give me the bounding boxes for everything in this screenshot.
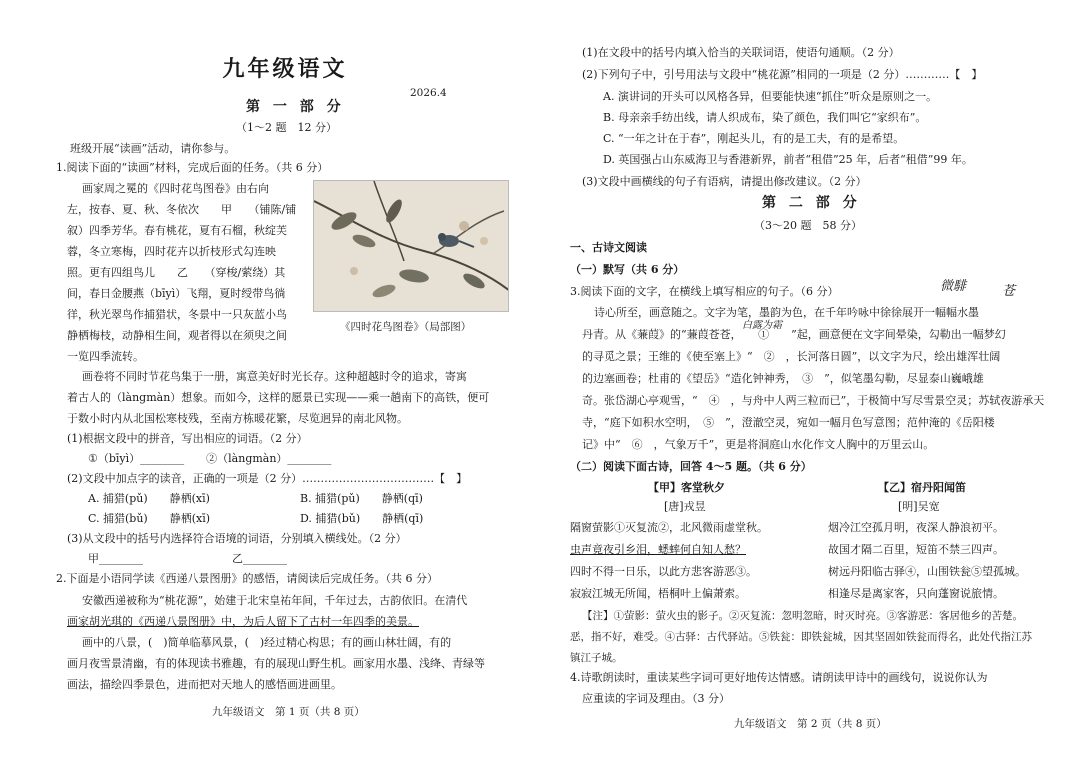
part-one-sub: （1～2 题 12 分） [236, 121, 337, 134]
passage-line: 着古人的（làngmàn）想象。而如今，这样的愿景已实现——乘一趟南下的高铁，便可 [67, 391, 490, 404]
passage-line: 左，按春、夏、秋、冬依次 甲 （铺陈/铺 [67, 203, 297, 216]
question-3: 3.阅读下面的文字，在横线上填写相应的句子。（6 分） [570, 285, 839, 298]
question-2-3: (3)文段中画横线的句子有语病，请提出修改建议。（2 分） [582, 175, 867, 188]
question-2-2: (2)下列句子中，引号用法与文段中“桃花源”相同的一项是（2 分）…………【 】 [582, 68, 983, 81]
poem-a-author: [唐]戎昱 [664, 500, 706, 513]
page-footer: 九年级语文 第 2 页（共 8 页） [734, 718, 887, 730]
poem-a-line-underlined: 虫声竟夜引乡泪，蟋蟀何自知人愁？ [570, 543, 746, 556]
passage-line: 奇。张岱湖心亭观雪，“ ④ ，与舟中人两三粒而已”，于极简中写尽雪景空灵；苏轼夜游承天 [582, 394, 1045, 407]
part-two-sub: （3～20 题 58 分） [754, 219, 862, 232]
poem-b-line: 相逢尽是离家客，只向蓬窗说旅情。 [828, 587, 1004, 600]
passage-line: 叙）四季芳华。春有桃花，夏有石榴，秋绽芙 [67, 224, 287, 237]
passage-line: 画月夜雪景清幽，有的体现读书雅趣，有的展现山野生机。画家用水墨、浅绛、青绿等 [67, 657, 485, 670]
passage-line: 丹青。从《蒹葭》的“蒹葭苍苍， ① ”起，画意便在文字间晕染，勾勒出一幅梦幻 [582, 328, 1006, 341]
poem-b-line: 故国才隔二百里，短笛不禁三四声。 [828, 543, 1004, 556]
question-4-cont: 应重读的字词及理由。（3 分） [582, 692, 730, 705]
passage-line: 静栖梅枝，动静相生间，观者得以在须臾之间 [67, 329, 287, 342]
passage-line: 徉，秋光翠鸟作捕猎状，冬景中一只灰蓝小鸟 [67, 308, 287, 321]
passage-line: 画中的八景，( )简单临摹风景，( )经过精心构思；有的画山林壮阔，有的 [82, 636, 452, 649]
handwritten-note: 苍 [1002, 284, 1016, 299]
answer-blank-yi[interactable]: 乙________ [232, 552, 287, 565]
passage-line-underlined: 画家胡光琪的《西递八景图册》中，为后人留下了古村一年四季的美景。 [67, 615, 419, 628]
subsection-heading: （一）默写（共 6 分） [570, 263, 685, 276]
passage-line: 记》中“ ⑥ ，气象万千”，更是将洞庭山水化作文人胸中的万里云山。 [582, 438, 935, 451]
passage-line: 的寻觅之景；王维的《使至塞上》“ ② ，长河落日圆”，以文字为尺，绘出雄浑壮阔 [582, 350, 1001, 363]
option-b[interactable]: B. 捕猎(pǔ) 静栖(qī) [300, 492, 423, 505]
passage-line: 画家周之冕的《四时花鸟图卷》由右向 [82, 182, 269, 195]
passage-line: 诗心所至，画意随之。文字为笔，墨韵为色，在千年吟咏中徐徐展开一幅幅水墨 [594, 306, 979, 319]
answer-blanks-1-1[interactable]: ①（bīyì）________ ②（làngmàn）________ [88, 452, 332, 465]
option-b[interactable]: B. 母亲亲手纺出线，请人织成布，染了颜色，我们叫它“家织布”。 [603, 111, 927, 124]
passage-line: 照。更有四组鸟儿 乙 （穿梭/萦绕）其 [67, 266, 286, 279]
flower-bird-painting [313, 180, 509, 312]
poem-b-line: 树远丹阳临古驿④，山围铁瓮⑤望孤城。 [828, 565, 1026, 578]
passage-line: 寺，“庭下如积水空明， ⑤ ”，澄澈空灵，宛如一幅月色写意图；范仲淹的《岳阳楼 [582, 416, 995, 429]
handwritten-note: 微騑 [940, 279, 967, 294]
poem-b-line: 烟冷江空孤月明，夜深人静浪初平。 [828, 521, 1004, 534]
poem-a-title: 【甲】客堂秋夕 [648, 481, 725, 494]
option-d[interactable]: D. 英国强占山东威海卫与香港新界，前者“租借”25 年，后者“租借”99 年。 [603, 153, 973, 166]
page-footer: 九年级语文 第 1 页（共 8 页） [212, 706, 365, 718]
passage-line: 画卷将不同时节花鸟集于一册，寓意美好时光长存。这种超越时令的追求，寄寓 [82, 370, 467, 383]
poem-notes: 【注】①萤影：萤火虫的影子。②灭复流：忽明忽暗，时灭时亮。③客游恶：客居他乡的苦楚。 [582, 610, 1023, 622]
passage-line: 的边塞画卷；杜甫的《望岳》“造化钟神秀， ③ ”，似笔墨勾勒，尽显泰山巍峨雄 [582, 372, 984, 385]
page-2 [548, 0, 1080, 767]
passage-line: 蓉，冬立寒梅，四时花卉以折枝形式勾连映 [67, 245, 276, 258]
option-a[interactable]: A. 捕猎(pǔ) 静栖(xī) [88, 492, 210, 505]
poem-a-line: 寂寂江城无所闻，梧桐叶上偏萧索。 [570, 587, 746, 600]
paper-title: 九年级语文 [222, 56, 348, 82]
question-1: 1.阅读下面的“读画”材料，完成后面的任务。（共 6 分） [56, 161, 329, 174]
subsection-heading: （二）阅读下面古诗，回答 4～5 题。（共 6 分） [570, 460, 812, 473]
part-one-heading: 第 一 部 分 [246, 99, 345, 115]
question-1-2: (2)文段中加点字的读音，正确的一项是（2 分）………………………………【 】 [67, 472, 468, 485]
option-d[interactable]: D. 捕猎(bǔ) 静栖(qī) [300, 512, 424, 525]
painting-caption: 《四时花鸟图卷》（局部图） [340, 321, 472, 333]
poem-a-line: 四时不得一日乐，以此方悲客游恶③。 [570, 565, 757, 578]
exam-date: 2026.4 [410, 87, 447, 99]
poem-notes: 恶，指不好，难受。④古驿：古代驿站。⑤铁瓮：即铁瓮城，因其坚固如铁瓮而得名，此处代指江苏 [570, 631, 1032, 643]
intro-text: 班级开展“读画”活动，请你参与。 [70, 142, 236, 155]
poem-notes: 镇江子城。 [570, 652, 623, 664]
poem-a-line: 隔窗萤影①灭复流②，北风微雨虚堂秋。 [570, 521, 768, 534]
option-c[interactable]: C. “一年之计在于春”，刚起头儿，有的是工夫，有的是希望。 [603, 132, 905, 145]
question-4: 4.诗歌朗读时，重读某些字词可更好地传达情感。请朗读甲诗中的画线句，说说你认为 [570, 671, 988, 684]
option-a[interactable]: A. 演讲词的开头可以风格各异，但要能快速“抓住”听众是原则之一。 [603, 90, 938, 103]
question-2-1: (1)在文段中的括号内填入恰当的关联词语，使语句通顺。（2 分） [582, 46, 900, 59]
passage-line: 安徽西递被称为“桃花源”，始建于北宋皇祐年间，千年过去，古韵依旧。在清代 [82, 594, 468, 607]
part-two-heading: 第 二 部 分 [762, 195, 861, 211]
passage-line: 一览四季流转。 [67, 350, 144, 363]
passage-line: 画法，描绘四季景色，进而把对天地人的感悟画进画里。 [67, 678, 342, 691]
poem-b-author: [明]吴宽 [898, 500, 940, 513]
handwritten-note: 白露为霜 [742, 320, 782, 331]
passage-line: 间，春日金腰燕（bīyì）飞翔，夏时绶带鸟徜 [67, 287, 286, 300]
poem-b-title: 【乙】宿丹阳闻笛 [878, 481, 966, 494]
question-2: 2.下面是小语同学读《西递八景图册》的感悟，请阅读后完成任务。（共 6 分） [56, 572, 438, 585]
passage-line: 于数小时内从北国松寒枝残，至南方栋暖花繁，尽览迥异的南北风物。 [67, 412, 408, 425]
section-heading: 一、古诗文阅读 [570, 241, 647, 254]
option-c[interactable]: C. 捕猎(bǔ) 静栖(xī) [88, 512, 211, 525]
answer-blank-jia[interactable]: 甲________ [88, 552, 143, 565]
question-1-3: (3)从文段中的括号内选择符合语境的词语，分别填入横线处。（2 分） [67, 532, 407, 545]
question-1-1: (1)根据文段中的拼音，写出相应的词语。（2 分） [67, 432, 308, 445]
